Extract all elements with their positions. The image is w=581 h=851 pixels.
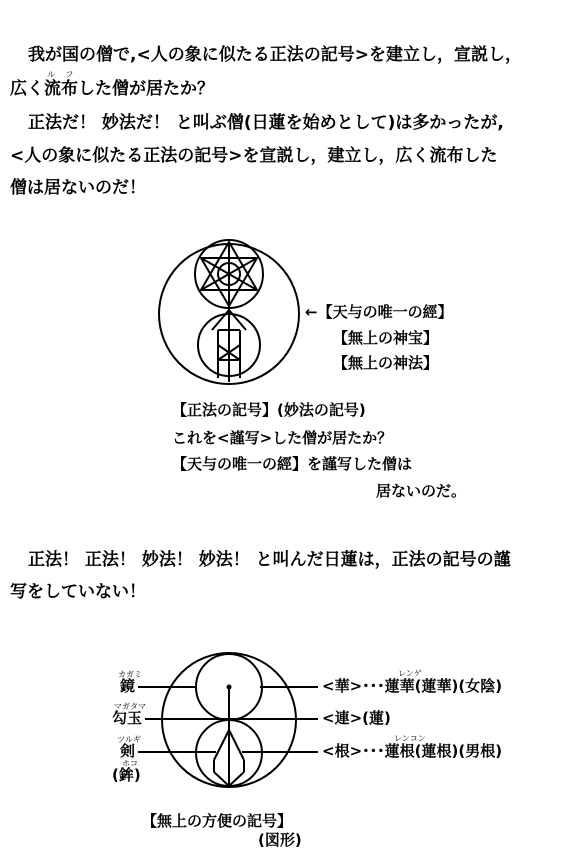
fig1-label-1: ←【天与の唯一の經】 [305, 303, 453, 321]
para2-line1: 正法だ！ 妙法だ！ と叫ぶ僧(日蓮を始めとして)は多かったが, [28, 113, 504, 133]
ruby-rufu: ル フ [47, 70, 78, 79]
para1-line2: 広く流布した僧が居たか？ [10, 79, 214, 99]
fig1-caption-3: 【天与の唯一の經】を謹写した僧は [172, 455, 413, 473]
fig1-label-3: 【無上の神法】 [333, 354, 439, 372]
fig2-caption-1: 【無上の方便の記号】 [142, 812, 293, 830]
fig2-caption-2: (図形) [258, 831, 302, 849]
ruby-renkon: レンコン [394, 734, 426, 743]
ruby-kagami: カガミ [118, 670, 142, 679]
fig1-label-2: 【無上の神宝】 [333, 329, 439, 347]
para3-line1: 正法！ 正法！ 妙法！ 妙法！ と叫んだ日蓮は，正法の記号の謹 [28, 550, 511, 570]
para2-line2: <人の象に似たる正法の記号>を宣説し，建立し，広く流布した [10, 146, 498, 166]
para2-line3: 僧は居ないのだ！ [10, 178, 146, 198]
fig1-caption-1: 【正法の記号】(妙法の記号) [172, 401, 366, 419]
label-magatama: 勾玉 [112, 709, 143, 727]
label-hoko: (鉾) [112, 766, 141, 784]
ruby-magatama: マガタマ [114, 702, 146, 711]
fig1-caption-2: これを<謹写>した僧が居たか？ [172, 429, 393, 447]
ruby-renge: レンゲ [398, 669, 422, 678]
label-kagami: 鏡 [120, 677, 136, 695]
label-ren: <連>(蓮) [322, 709, 391, 727]
label-ne: <根>･･･蓮根(蓮根)(男根) [322, 742, 503, 760]
label-tsurugi: 剣 [120, 742, 136, 760]
para1-line1: 我が国の僧で,<人の象に似たる正法の記号>を建立し，宣説し， [28, 45, 522, 65]
ruby-hoko: ホコ [122, 759, 138, 768]
ruby-tsurugi: ツルギ [117, 735, 141, 744]
para3-line2: 写をしていない！ [10, 582, 146, 602]
label-hana: <華>･･･蓮華(蓮華)(女陰) [322, 677, 503, 695]
fig1-caption-4: 居ないのだ。 [376, 482, 467, 500]
